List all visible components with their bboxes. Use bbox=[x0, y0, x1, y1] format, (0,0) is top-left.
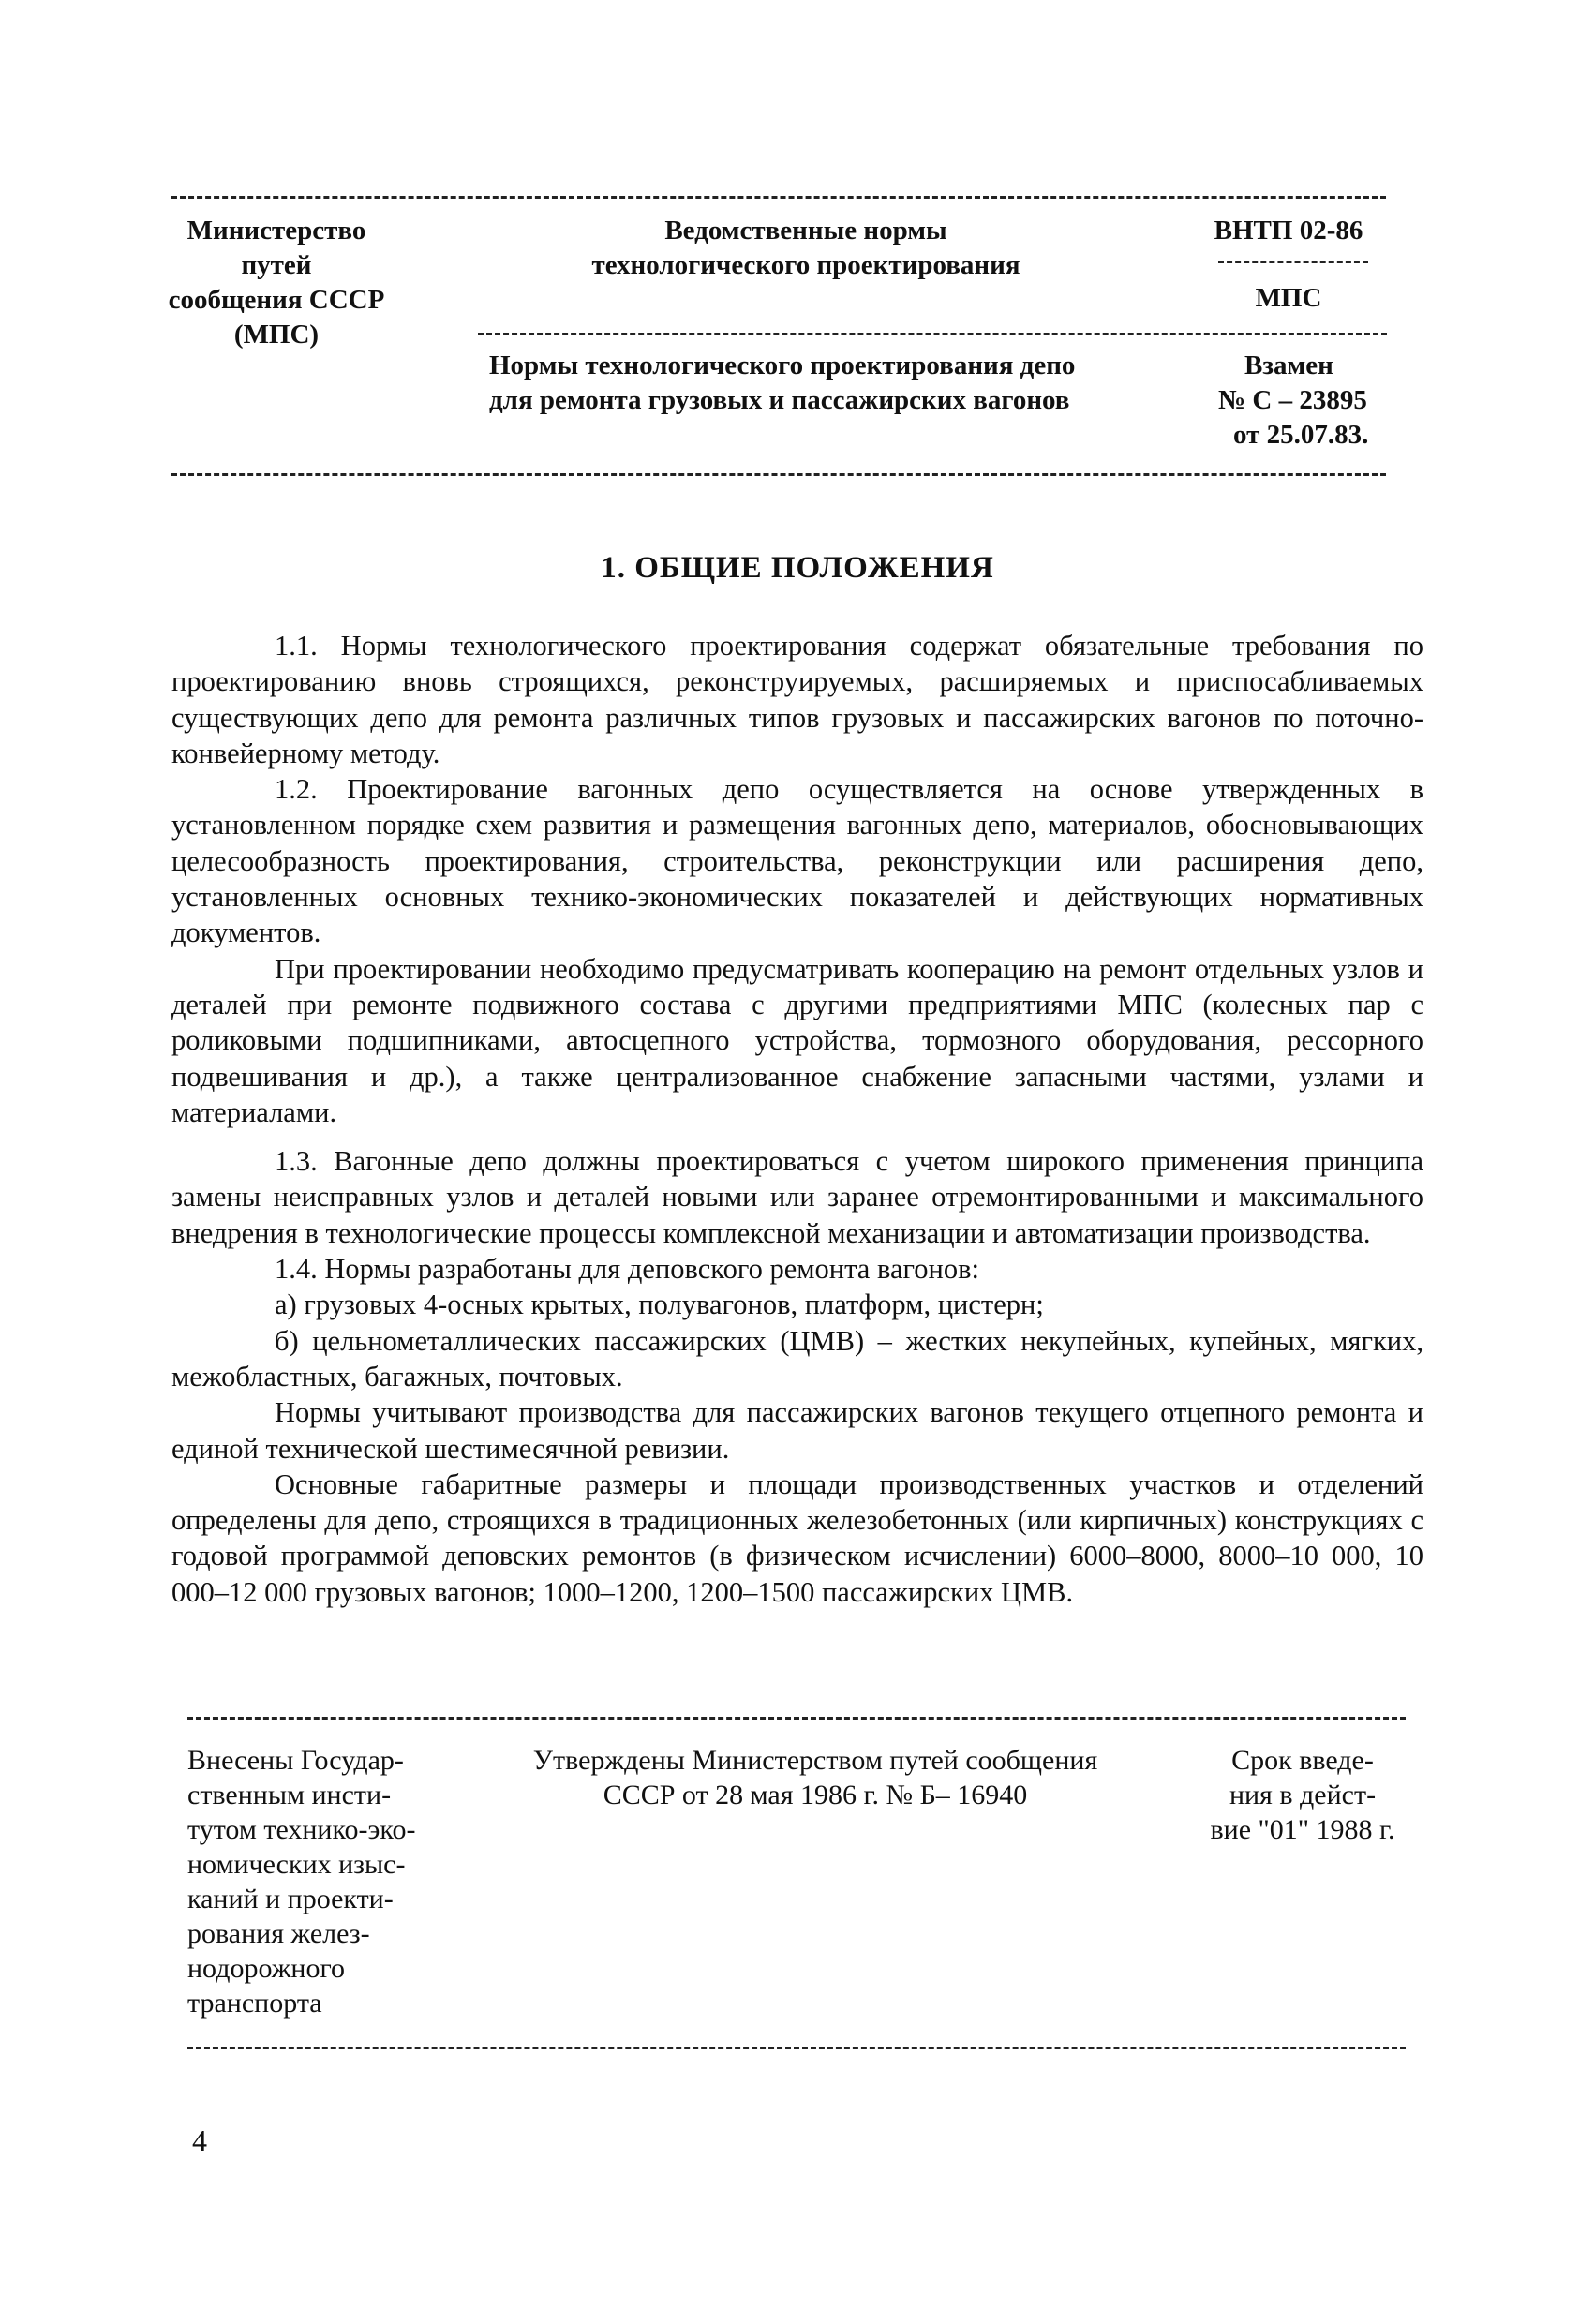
norms-type-line-1: Ведомственные нормы bbox=[664, 216, 947, 246]
effective-line-1: Срок введе- bbox=[1231, 1745, 1374, 1776]
paragraph-cooperation: При проектировании необходимо предусматривать кооперацию на ремонт отдельных узлов и деталей при ремонте подвижного состава с другими предприятиями МПС (колесных пар с роликовыми подшипниками, автосцепного устройства, тормозного оборудования, рессорного подвешивания и др.), а также централизованное снабжение запасными частями, узлами и материалами. bbox=[171, 952, 1423, 1128]
submitted-line-3: тутом технико-эко- bbox=[187, 1814, 416, 1845]
submitted-by bbox=[187, 1743, 487, 2020]
paragraph-1-2: 1.2. Проектирование вагонных депо осуществляется на основе утвержденных в установленном порядке схем развития и размещения вагонных депо, материалов, обосновывающих целесообразность проектирования, строительства, реконструкции или расширения депо, установленных основных технико-экономических показателей и действующих нормативных документов. bbox=[171, 773, 1423, 949]
title-line-1: Нормы технологического проектирования депо bbox=[489, 350, 1076, 380]
effective-line-2: ния в дейст- bbox=[1229, 1780, 1377, 1810]
effective-date bbox=[1176, 1743, 1429, 1847]
section-heading: 1. ОБЩИЕ ПОЛОЖЕНИЯ bbox=[601, 551, 994, 585]
approved-line-2: СССР от 28 мая 1986 г. № Б– 16940 bbox=[603, 1780, 1028, 1810]
paragraph-1-4-a: а) грузовых 4-осных крытых, полувагонов, платформ, цистерн; bbox=[275, 1289, 1044, 1321]
submitted-line-5: каний и проекти- bbox=[187, 1884, 394, 1914]
submitted-line-8: транспорта bbox=[187, 1988, 322, 2019]
body-text bbox=[171, 628, 1423, 1610]
submitted-line-4: номических изыс- bbox=[187, 1849, 406, 1880]
header-bottom-rule bbox=[171, 473, 1386, 476]
replaces-block bbox=[1218, 349, 1406, 453]
approved-by bbox=[473, 1743, 1157, 1812]
org-code: МПС bbox=[1255, 283, 1322, 313]
ministry-block bbox=[159, 214, 394, 352]
ministry-line-3: (МПС) bbox=[233, 320, 320, 350]
paragraph-dimensions: Основные габаритные размеры и площади производственных участков и отделений определены для депо, строящихся в традиционных железобетонных (или кирпичных) конструкциях с годовой программой деповских ремонтов (в физическом исчислении) 6000–8000, 8000–10 000, 10 000–12 000 грузовых вагонов; 1000–1200, 1200–1500 пассажирских ЦМВ. bbox=[171, 1467, 1423, 1608]
code-underline bbox=[1218, 261, 1368, 263]
norms-type-line-2: технологического проектирования bbox=[591, 250, 1020, 280]
ministry-line-1: Министерство путей bbox=[186, 216, 366, 280]
header-top-rule bbox=[171, 196, 1386, 199]
approved-line-1: Утверждены Министерством путей сообщения bbox=[532, 1745, 1098, 1776]
footer-bottom-rule bbox=[187, 2047, 1406, 2049]
replaces-date: от 25.07.83. bbox=[1233, 420, 1369, 450]
replaces-label: Взамен bbox=[1244, 350, 1333, 380]
submitted-line-1: Внесены Государ- bbox=[187, 1745, 404, 1776]
effective-line-3: вие "01" 1988 г. bbox=[1210, 1814, 1395, 1845]
title-line-2: для ремонта грузовых и пассажирских вагонов bbox=[489, 385, 1070, 415]
submitted-line-2: ственным инсти- bbox=[187, 1780, 392, 1810]
paragraph-1-1: 1.1. Нормы технологического проектирования содержат обязательные требования по проектированию вновь строящихся, реконструируемых, расширяемых и приспосабливаемых существующих депо для ремонта различных типов грузовых и пассажирских вагонов по поточно-конвейерному методу. bbox=[171, 630, 1423, 769]
norms-type-block bbox=[562, 214, 1050, 283]
submitted-line-6: рования желез- bbox=[187, 1918, 370, 1949]
paragraph-1-4-b: б) цельнометаллических пассажирских (ЦМВ) – жестких некупейных, купейных, мягких, межобластных, багажных, почтовых. bbox=[171, 1324, 1423, 1393]
paragraph-1-3: 1.3. Вагонные депо должны проектироваться с учетом широкого применения принципа замены неисправных узлов и деталей новыми или заранее отремонтированными и максимального внедрения в технологические процессы комплексной механизации и автоматизации производства. bbox=[171, 1145, 1423, 1249]
header-middle-rule bbox=[478, 333, 1387, 335]
ministry-line-2: сообщения СССР bbox=[168, 285, 385, 315]
paragraph-repairs: Нормы учитывают производства для пассажирских вагонов текущего отцепного ремонта и единой технической шестимесячной ревизии. bbox=[171, 1396, 1423, 1465]
document-title bbox=[489, 349, 1201, 418]
footer-top-rule bbox=[187, 1717, 1406, 1720]
submitted-line-7: нодорожного bbox=[187, 1953, 346, 1984]
document-code: ВНТП 02-86 bbox=[1214, 216, 1363, 246]
replaces-number: № С – 23895 bbox=[1218, 385, 1367, 415]
page-number: 4 bbox=[192, 2123, 207, 2157]
paragraph-1-4: 1.4. Нормы разработаны для деповского ремонта вагонов: bbox=[275, 1253, 979, 1286]
